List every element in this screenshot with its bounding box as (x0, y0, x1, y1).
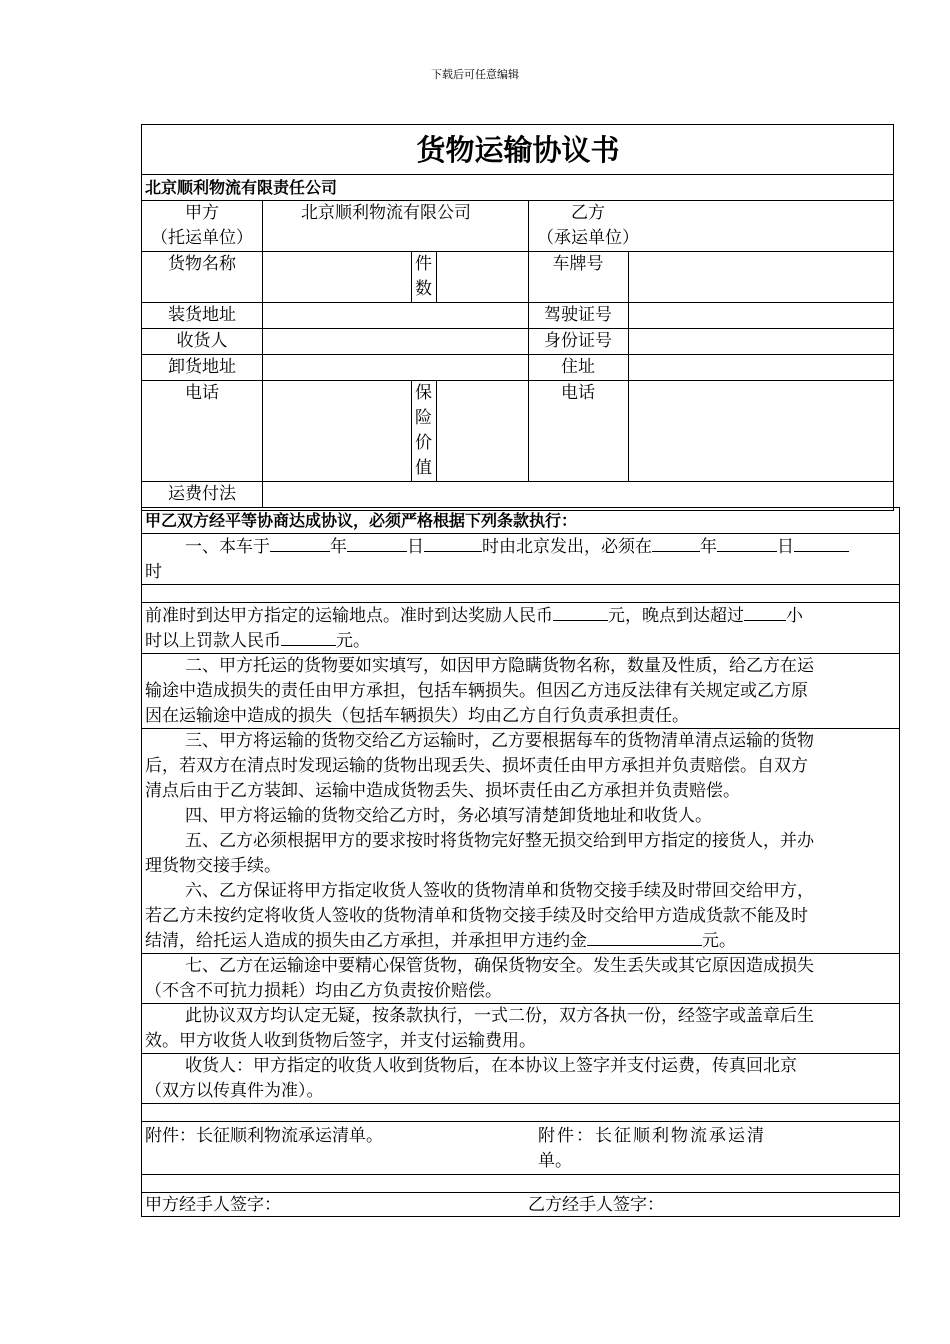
divider (411, 380, 412, 481)
id-number-label: 身份证号 (544, 331, 612, 351)
clause-text: 前准时到达甲方指定的运输地点。准时到达奖励人民币 (145, 606, 553, 626)
clause-text: 时由北京发出，必须在 (482, 537, 652, 557)
clause-text: 年 (330, 537, 347, 557)
party-a-sublabel: （托运单位） (151, 228, 253, 248)
blank-field (794, 550, 849, 552)
clause-6-line (145, 929, 736, 954)
blank-field (553, 619, 608, 621)
divider (141, 584, 900, 585)
clause-7-line: （不含不可抗力损耗）均由乙方负责按价赔偿。 (145, 981, 502, 1001)
divider (436, 380, 437, 481)
clause-5-line: 五、乙方必须根据甲方的要求按时将货物完好整无损交给到甲方指定的接货人，并办 (185, 831, 814, 851)
blank-field (270, 550, 330, 552)
attachment-right: 单。 (538, 1151, 572, 1171)
blank-field (281, 644, 336, 646)
clause-1-line (145, 629, 370, 654)
header-note: 下载后可任意编辑 (431, 68, 519, 81)
clause-2-line: 因在运输途中造成的损失（包括车辆损失）均由乙方自行负责承担责任。 (145, 706, 689, 726)
divider (436, 251, 437, 302)
address-label: 住址 (561, 357, 595, 377)
clause-2-line: 二、甲方托运的货物要如实填写，如因甲方隐瞒货物名称，数量及性质，给乙方在运 (185, 656, 814, 676)
blank-field (652, 550, 700, 552)
party-a-signature-label: 甲方经手人签字： (145, 1195, 281, 1215)
party-a-label: 甲方 (185, 203, 219, 223)
phone-label: 电话 (561, 383, 595, 403)
insured-value-label: 险 (415, 408, 432, 428)
insured-value-label: 价 (415, 433, 432, 453)
freight-payment-label: 运费付法 (168, 484, 236, 504)
blank-field (744, 619, 786, 621)
clause-text: 时以上罚款人民币 (145, 631, 281, 651)
blank-field (717, 550, 777, 552)
clause-6-line: 若乙方未按约定将收货人签收的货物清单和货物交接手续及时交给甲方造成货款不能及时 (145, 906, 808, 926)
party-b-sublabel: （承运单位） (537, 228, 639, 248)
clause-3-line: 三、甲方将运输的货物交给乙方运输时，乙方要根据每车的货物清单清点运输的货物 (185, 731, 814, 751)
blank-field (587, 944, 702, 946)
clause-2-line: 输途中造成损失的责任由甲方承担，包括车辆损失。但因乙方违反法律有关规定或乙方原 (145, 681, 808, 701)
license-label: 驾驶证号 (544, 305, 612, 325)
divider (628, 251, 629, 481)
clause-text: 元。 (702, 931, 736, 951)
divider (141, 1174, 900, 1175)
divider (411, 251, 412, 302)
clause-8-line: 效。甲方收货人收到货物后签字，并支付运输费用。 (145, 1031, 536, 1051)
clause-9-line: 收货人：甲方指定的收货人收到货物后，在本协议上签字并支付运费，传真回北京 (185, 1056, 797, 1076)
clause-text: 结清，给托运人造成的损失由乙方承担，并承担甲方违约金 (145, 931, 587, 951)
clause-4-line: 四、甲方将运输的货物交给乙方时，务必填写清楚卸货地址和收货人。 (185, 806, 712, 826)
phone-label: 电话 (185, 383, 219, 403)
clause-text: 元，晚点到达超过 (608, 606, 744, 626)
insured-value-label: 值 (415, 458, 432, 478)
party-b-label: 乙方 (571, 203, 605, 223)
divider (262, 200, 263, 507)
clause-1-line (185, 535, 849, 560)
party-a-value: 北京顺利物流有限公司 (301, 203, 471, 223)
clause-5-line: 理货物交接手续。 (145, 856, 281, 876)
terms-heading: 甲乙双方经平等协商达成协议，必须严格根据下列条款执行： (145, 511, 578, 530)
company-name: 北京顺利物流有限责任公司 (145, 178, 338, 197)
clause-3-line: 清点后由于乙方装卸、运输中造成货物丢失、损坏责任由乙方承担并负责赔偿。 (145, 781, 740, 801)
party-b-signature-label: 乙方经手人签字： (528, 1195, 664, 1215)
attachment-right: 附件：长征顺利物流承运清 (538, 1126, 766, 1146)
unload-address-label: 卸货地址 (168, 357, 236, 377)
divider (141, 1103, 900, 1104)
piece-count-label: 数 (415, 279, 432, 299)
divider (141, 602, 900, 603)
clause-1-line (145, 604, 803, 629)
document-title: 货物运输协议书 (416, 133, 620, 167)
plate-label: 车牌号 (552, 254, 604, 274)
divider (141, 533, 900, 534)
clause-text: 日 (407, 537, 424, 557)
blank-field (424, 550, 482, 552)
clause-text: 时 (145, 562, 162, 582)
clause-text: 日 (777, 537, 794, 557)
clause-3-line: 后，若双方在清点时发现运输的货物出现丢失、损坏责任由甲方承担并负责赔偿。自双方 (145, 756, 808, 776)
clause-9-line: （双方以传真件为准）。 (145, 1081, 324, 1101)
clause-7-line: 七、乙方在运输途中要精心保管货物，确保货物安全。发生丢失或其它原因造成损失 (185, 956, 814, 976)
divider (141, 1121, 900, 1122)
clause-8-line: 此协议双方均认定无疑，按条款执行，一式二份，双方各执一份，经签字或盖章后生 (185, 1006, 814, 1026)
load-address-label: 装货地址 (168, 305, 236, 325)
clause-text: 元。 (336, 631, 370, 651)
clause-6-line: 六、乙方保证将甲方指定收货人签收的货物清单和货物交接手续及时带回交给甲方， (185, 881, 814, 901)
goods-name-label: 货物名称 (168, 254, 236, 274)
clause-text: 小 (786, 606, 803, 626)
piece-count-label: 件 (415, 254, 432, 274)
attachment-left: 附件：长征顺利物流承运清单。 (145, 1126, 383, 1146)
clause-text: 年 (700, 537, 717, 557)
receiver-label: 收货人 (176, 331, 228, 351)
clause-text: 一、本车于 (185, 537, 270, 557)
insured-value-label: 保 (415, 383, 432, 403)
blank-field (347, 550, 407, 552)
